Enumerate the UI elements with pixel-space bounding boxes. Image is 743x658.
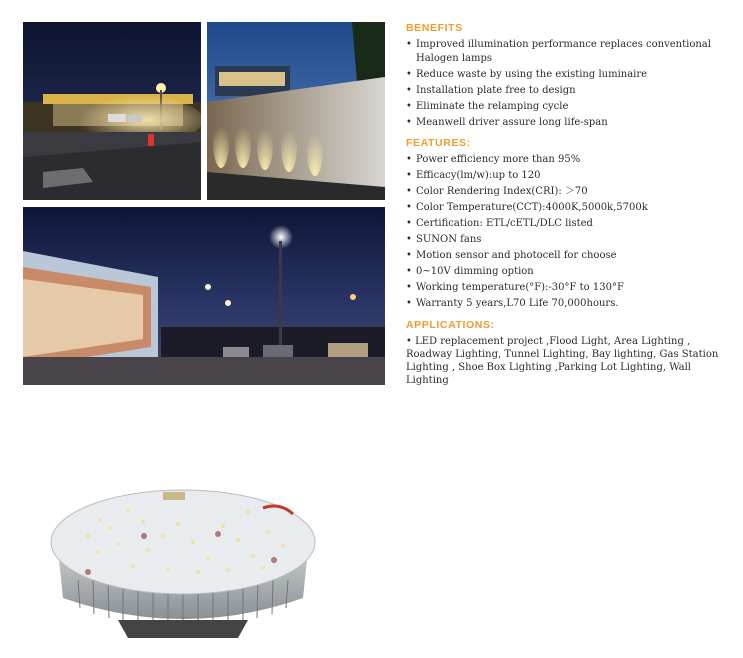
list-item: • Working temperature(°F):-30°F to 130°F xyxy=(406,281,726,295)
wall-wash-lighting-photo xyxy=(207,22,385,200)
parking-lot-night-photo xyxy=(23,207,385,385)
list-item: • Meanwell driver assure long life-span xyxy=(406,116,726,130)
spec-column xyxy=(406,22,726,387)
features-list xyxy=(406,153,726,311)
features-heading: FEATURES: xyxy=(406,137,471,149)
list-item: • 0~10V dimming option xyxy=(406,265,726,279)
list-item: • Color Temperature(CCT):4000K,5000k,5700k xyxy=(406,201,726,215)
benefits-heading: BENEFITS xyxy=(406,22,463,34)
list-item: • Installation plate free to design xyxy=(406,84,726,98)
gas-station-night-photo xyxy=(23,22,201,200)
list-item: • Reduce waste by using the existing luminaire xyxy=(406,68,726,82)
list-item: • Efficacy(lm/w):up to 120 xyxy=(406,169,726,183)
list-item: • Certification: ETL/cETL/DLC listed xyxy=(406,217,726,231)
applications-heading: APPLICATIONS: xyxy=(406,318,495,331)
list-item: • Warranty 5 years,L70 Life 70,000hours. xyxy=(406,297,726,311)
list-item: • Eliminate the relamping cycle xyxy=(406,100,726,114)
list-item: • Color Rendering Index(CRI): ＞70 xyxy=(406,185,726,199)
applications-text: • LED replacement project ,Flood Light, Area Lighting , Roadway Lighting, Tunnel Lighting, Bay lighting, Gas Station Lighting , Shoe Box Lighting ,Parking Lot Lighting, Wall Lighting xyxy=(406,335,719,386)
benefits-list xyxy=(406,38,726,129)
list-item: • Power efficiency more than 95% xyxy=(406,153,726,167)
led-retrofit-kit-product-photo xyxy=(48,480,318,640)
list-item: • SUNON fans xyxy=(406,233,726,247)
list-item: • Motion sensor and photocell for choose xyxy=(406,249,726,263)
list-item: • Improved illumination performance replaces conventional Halogen lamps xyxy=(406,38,726,65)
